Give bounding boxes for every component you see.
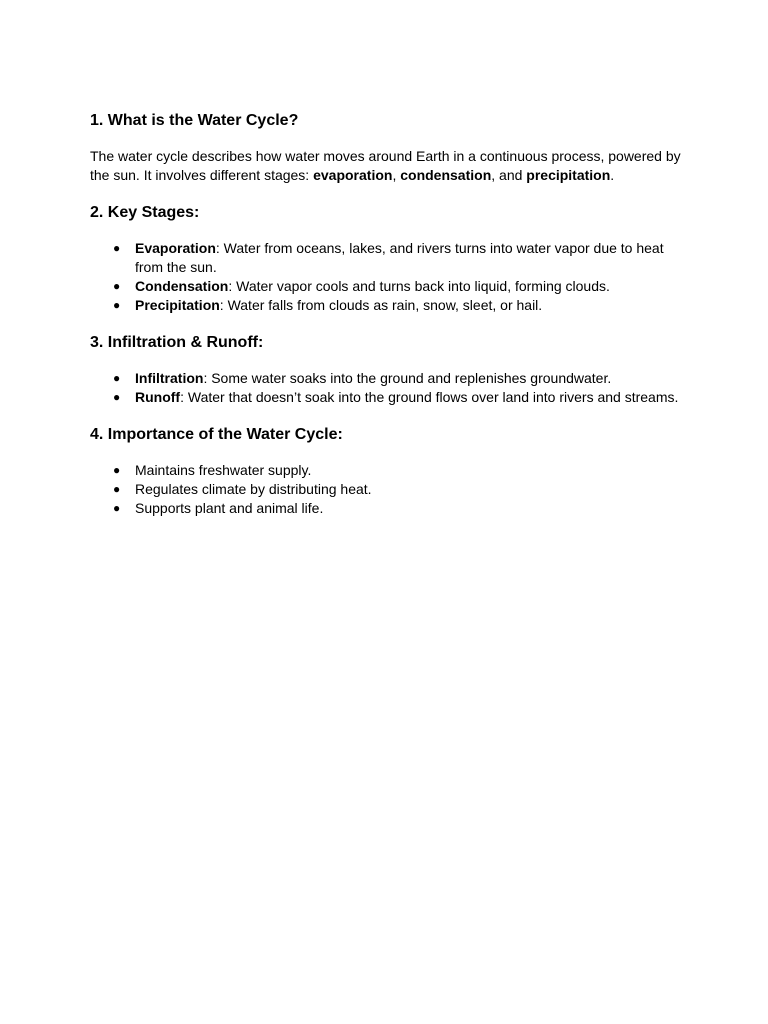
section-heading: 2. Key Stages:	[90, 204, 200, 221]
item-text: : Water that doesn’t soak into the ground flows over land into rivers and streams.	[180, 389, 679, 405]
bullet-list	[90, 239, 690, 315]
bold-term: Infiltration	[135, 370, 204, 386]
bold-term: precipitation	[526, 167, 611, 183]
bullet-icon: ●	[113, 463, 121, 477]
paragraph-text: The water cycle describes how water moves around Earth in a continuous process, powered by the sun. It involves different stages:	[90, 148, 681, 183]
intro-paragraph	[90, 147, 690, 185]
item-text: : Water vapor cools and turns back into liquid, forming clouds.	[228, 278, 610, 294]
document-body	[90, 111, 690, 518]
section-heading: 1. What is the Water Cycle?	[90, 112, 299, 129]
list-item	[90, 499, 690, 518]
bold-term: Condensation	[135, 278, 229, 294]
bold-term: Evaporation	[135, 240, 216, 256]
item-text: : Some water soaks into the ground and replenishes groundwater.	[203, 370, 612, 386]
list-item	[90, 296, 690, 315]
list-item	[90, 388, 690, 407]
bullet-icon: ●	[113, 298, 121, 312]
bullet-list	[90, 461, 690, 518]
list-item	[90, 461, 690, 480]
list-item	[90, 369, 690, 388]
paragraph-text: ,	[392, 167, 401, 183]
item-text: Maintains freshwater supply.	[135, 462, 312, 478]
item-text: : Water falls from clouds as rain, snow, sleet, or hail.	[219, 297, 543, 313]
bold-term: evaporation	[313, 167, 393, 183]
bold-term: Precipitation	[135, 297, 220, 313]
bullet-icon: ●	[113, 390, 121, 404]
item-text: Supports plant and animal life.	[135, 500, 324, 516]
bullet-icon: ●	[113, 371, 121, 385]
section-heading: 4. Importance of the Water Cycle:	[90, 426, 343, 443]
item-text: Regulates climate by distributing heat.	[135, 481, 372, 497]
bold-term: condensation	[400, 167, 492, 183]
item-text: : Water from oceans, lakes, and rivers turns into water vapor due to heat from the sun.	[135, 240, 664, 275]
bullet-icon: ●	[113, 241, 121, 255]
bold-term: Runoff	[135, 389, 181, 405]
paragraph-text: , and	[491, 167, 527, 183]
list-item	[90, 277, 690, 296]
bullet-icon: ●	[113, 482, 121, 496]
bullet-list	[90, 369, 690, 407]
section-heading: 3. Infiltration & Runoff:	[90, 334, 264, 351]
bullet-icon: ●	[113, 501, 121, 515]
list-item	[90, 480, 690, 499]
paragraph-text: .	[610, 167, 615, 183]
bullet-icon: ●	[113, 279, 121, 293]
list-item	[90, 239, 690, 277]
